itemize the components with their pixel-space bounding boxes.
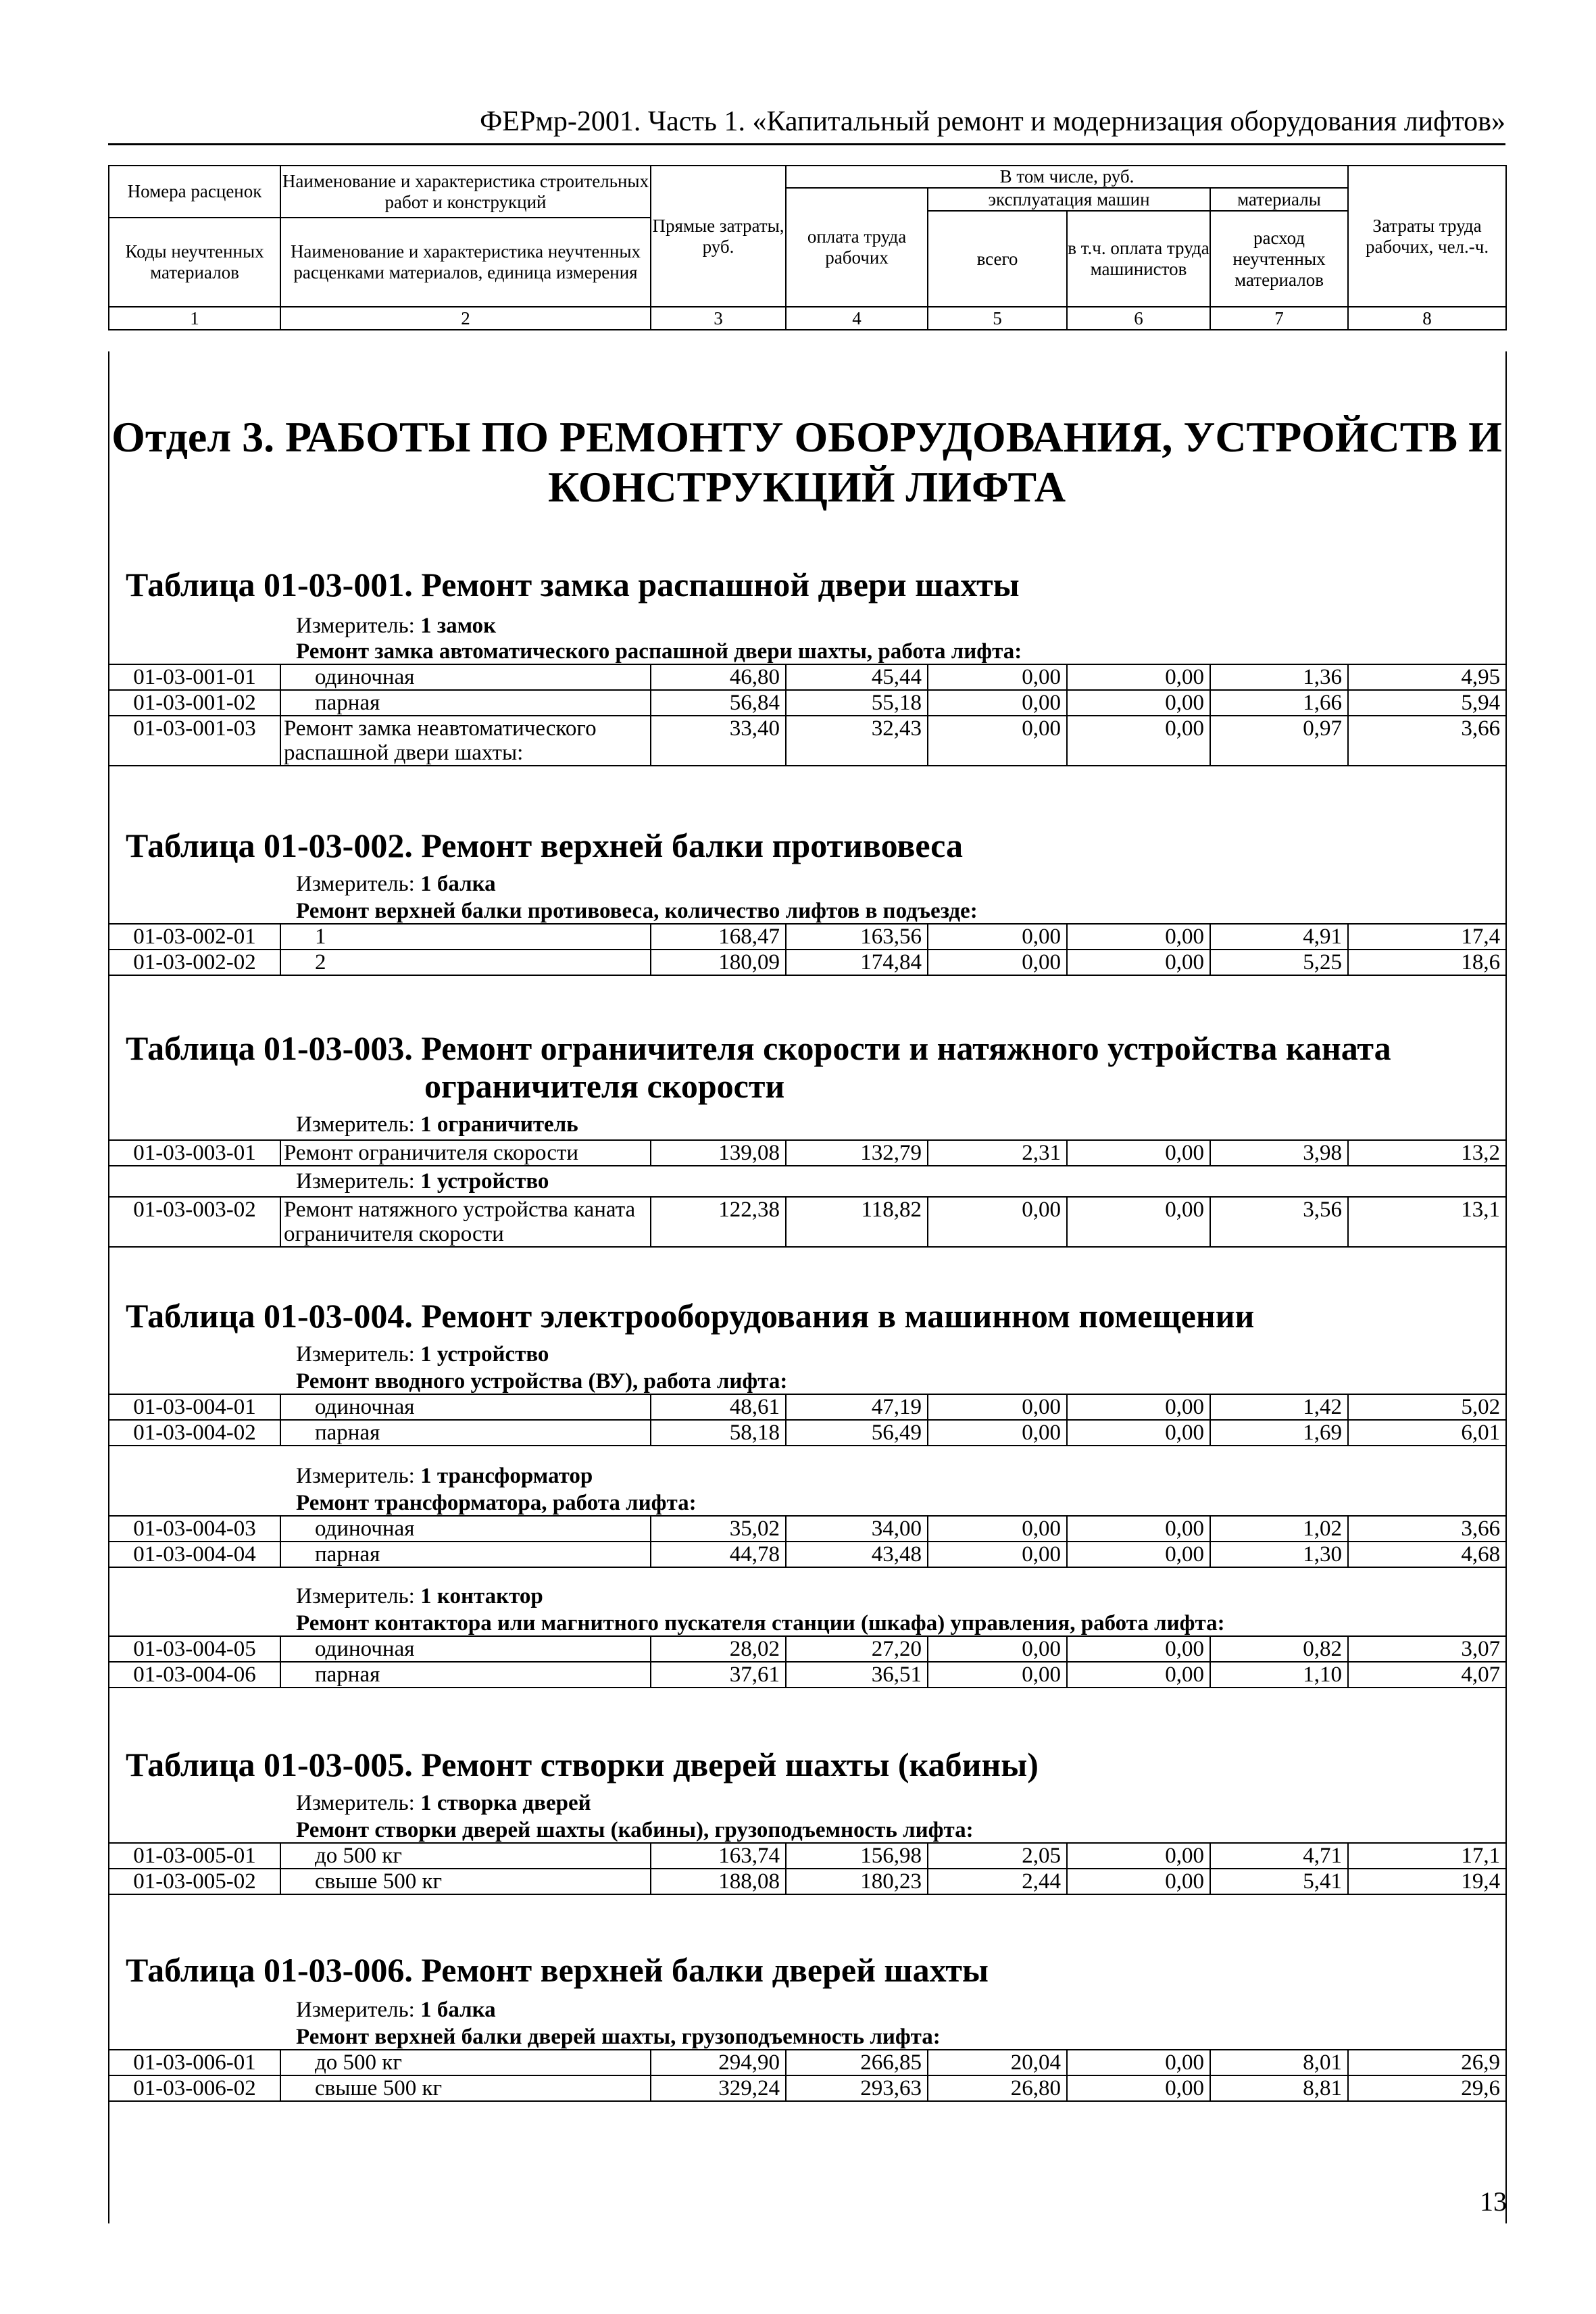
page-number: 13 — [1480, 2186, 1507, 2217]
table-row: 01-03-004-05 одиночная 28,02 27,20 0,00 0,00 0,82 3,07 — [109, 1636, 1506, 1662]
table-row: 01-03-004-04 парная 44,78 43,48 0,00 0,00 1,30 4,68 — [109, 1542, 1506, 1567]
subheading: Ремонт контактора или магнитного пускателя станции (шкафа) управления, работа лифта: — [109, 1611, 1506, 1636]
table-row: 01-03-002-02 2 180,09 174,84 0,00 0,00 5,25 18,6 — [109, 950, 1506, 975]
table-001 — [108, 639, 1507, 766]
table-title-004: Таблица 01-03-004. Ремонт электрооборудования в машинном помещении — [126, 1297, 1255, 1335]
header-rule — [108, 143, 1505, 145]
col-direct-costs: Прямые затраты, руб. — [651, 166, 786, 307]
measure-005: Измеритель: 1 створка дверей — [296, 1791, 591, 1815]
measure-006: Измеритель: 1 балка — [296, 1998, 496, 2022]
subheading: Ремонт вводного устройства (ВУ), работа лифта: — [109, 1369, 1506, 1394]
measure-003b: Измеритель: 1 устройство — [296, 1169, 549, 1193]
col-material-codes-header: Коды неучтенных материалов — [109, 218, 280, 307]
running-header: ФЕРмр-2001. Часть 1. «Капитальный ремонт и модернизация оборудования лифтов» — [480, 106, 1505, 137]
col-name-header: Наименование и характеристика строительных работ и конструкций — [280, 166, 651, 218]
table-row: 01-03-001-02 парная 56,84 55,18 0,00 0,00 1,66 5,94 — [109, 690, 1506, 716]
table-003a — [108, 1139, 1507, 1166]
table-row: 01-03-004-06 парная 37,61 36,51 0,00 0,00 1,10 4,07 — [109, 1662, 1506, 1688]
subheading: Ремонт замка автоматического распашной двери шахты, работа лифта: — [109, 639, 1506, 664]
table-title-002: Таблица 01-03-002. Ремонт верхней балки противовеса — [126, 827, 963, 864]
col-labor-hours: Затраты труда рабочих, чел.-ч. — [1348, 166, 1506, 307]
table-004c — [108, 1611, 1507, 1688]
table-row: 01-03-003-01 Ремонт ограничителя скорости 139,08 132,79 2,31 0,00 3,98 13,2 — [109, 1140, 1506, 1166]
measure-004c: Измеритель: 1 контактор — [296, 1584, 543, 1608]
table-title-003: Таблица 01-03-003. Ремонт ограничителя скорости и натяжного устройства каната — [126, 1029, 1391, 1067]
col-incl-header: В том числе, руб. — [786, 166, 1348, 188]
table-row: 01-03-005-02 свыше 500 кг 188,08 180,23 2,44 0,00 5,41 19,4 — [109, 1869, 1506, 1894]
table-row: 01-03-004-01 одиночная 48,61 47,19 0,00 0,00 1,42 5,02 — [109, 1394, 1506, 1420]
table-row: 01-03-001-03 Ремонт замка неавтоматического распашной двери шахты: 33,40 32,43 0,00 0,00 0,97 3,66 — [109, 716, 1506, 766]
col-unaccounted-materials: расход неучтенных материалов — [1210, 211, 1348, 307]
subheading: Ремонт створки дверей шахты (кабины), грузоподъемность лифта: — [109, 1818, 1506, 1843]
table-title-006: Таблица 01-03-006. Ремонт верхней балки дверей шахты — [126, 1951, 989, 1989]
measure-004a: Измеритель: 1 устройство — [296, 1342, 549, 1367]
col-machinist-pay: в т.ч. оплата труда машинистов — [1067, 211, 1210, 307]
table-004b — [108, 1491, 1507, 1568]
table-row: 01-03-006-01 до 500 кг 294,90 266,85 20,04 0,00 8,01 26,9 — [109, 2050, 1506, 2075]
table-005 — [108, 1818, 1507, 1895]
table-row: 01-03-001-01 одиночная 46,80 45,44 0,00 0,00 1,36 4,95 — [109, 664, 1506, 690]
table-row: 01-03-002-01 1 168,47 163,56 0,00 0,00 4,91 17,4 — [109, 924, 1506, 950]
section-title: Отдел 3. РАБОТЫ ПО РЕМОНТУ ОБОРУДОВАНИЯ, УСТРОЙСТВ И КОНСТРУКЦИЙ ЛИФТА — [111, 413, 1502, 511]
subheading: Ремонт верхней балки дверей шахты, грузоподъемность лифта: — [109, 2025, 1506, 2050]
col-machines-total: всего — [928, 211, 1067, 307]
subheading: Ремонт трансформатора, работа лифта: — [109, 1491, 1506, 1516]
table-row: 01-03-006-02 свыше 500 кг 329,24 293,63 26,80 0,00 8,81 29,6 — [109, 2075, 1506, 2101]
measure-003a: Измеритель: 1 ограничитель — [296, 1112, 578, 1137]
table-006 — [108, 2025, 1507, 2102]
col-codes-header: Номера расценок — [109, 166, 280, 218]
col-material-name-header: Наименование и характеристика неучтенных расценками материалов, единица измерения — [280, 218, 651, 307]
table-row: 01-03-004-02 парная 58,18 56,49 0,00 0,00 1,69 6,01 — [109, 1420, 1506, 1446]
col-machines-header: эксплуатация машин — [928, 188, 1210, 211]
col-materials-header: материалы — [1210, 188, 1348, 211]
measure-001: Измеритель: 1 замок — [296, 614, 497, 638]
column-header-table: Номера расценок Наименование и характеристика строительных работ и конструкций Прямые затраты, руб. В том числе, руб. Затраты труда рабочих, чел.-ч. оплата труда рабочих эксплуатация машин материалы всего в т.ч. оплата труда машинистов расход неучтенных материалов Коды неучтенных материалов Наименование и характеристика неучтенных расценками материалов, единица измерения 1 2 3 4 5 6 7 8 — [108, 165, 1507, 330]
subheading: Ремонт верхней балки противовеса, количество лифтов в подъезде: — [109, 899, 1506, 924]
table-002 — [108, 899, 1507, 976]
table-title-001: Таблица 01-03-001. Ремонт замка распашной двери шахты — [126, 566, 1020, 604]
col-worker-pay: оплата труда рабочих — [786, 188, 928, 307]
measure-002: Измеритель: 1 балка — [296, 872, 496, 896]
table-title-003-cont: ограничителя скорости — [424, 1067, 785, 1105]
table-row: 01-03-004-03 одиночная 35,02 34,00 0,00 0,00 1,02 3,66 — [109, 1516, 1506, 1542]
table-row: 01-03-003-02 Ремонт натяжного устройства каната ограничителя скорости 122,38 118,82 0,00 0,00 3,56 13,1 — [109, 1197, 1506, 1247]
table-row: 01-03-005-01 до 500 кг 163,74 156,98 2,05 0,00 4,71 17,1 — [109, 1843, 1506, 1869]
measure-004b: Измеритель: 1 трансформатор — [296, 1464, 593, 1488]
table-003b — [108, 1196, 1507, 1248]
table-004a — [108, 1369, 1507, 1446]
table-title-005: Таблица 01-03-005. Ремонт створки дверей шахты (кабины) — [126, 1746, 1039, 1783]
